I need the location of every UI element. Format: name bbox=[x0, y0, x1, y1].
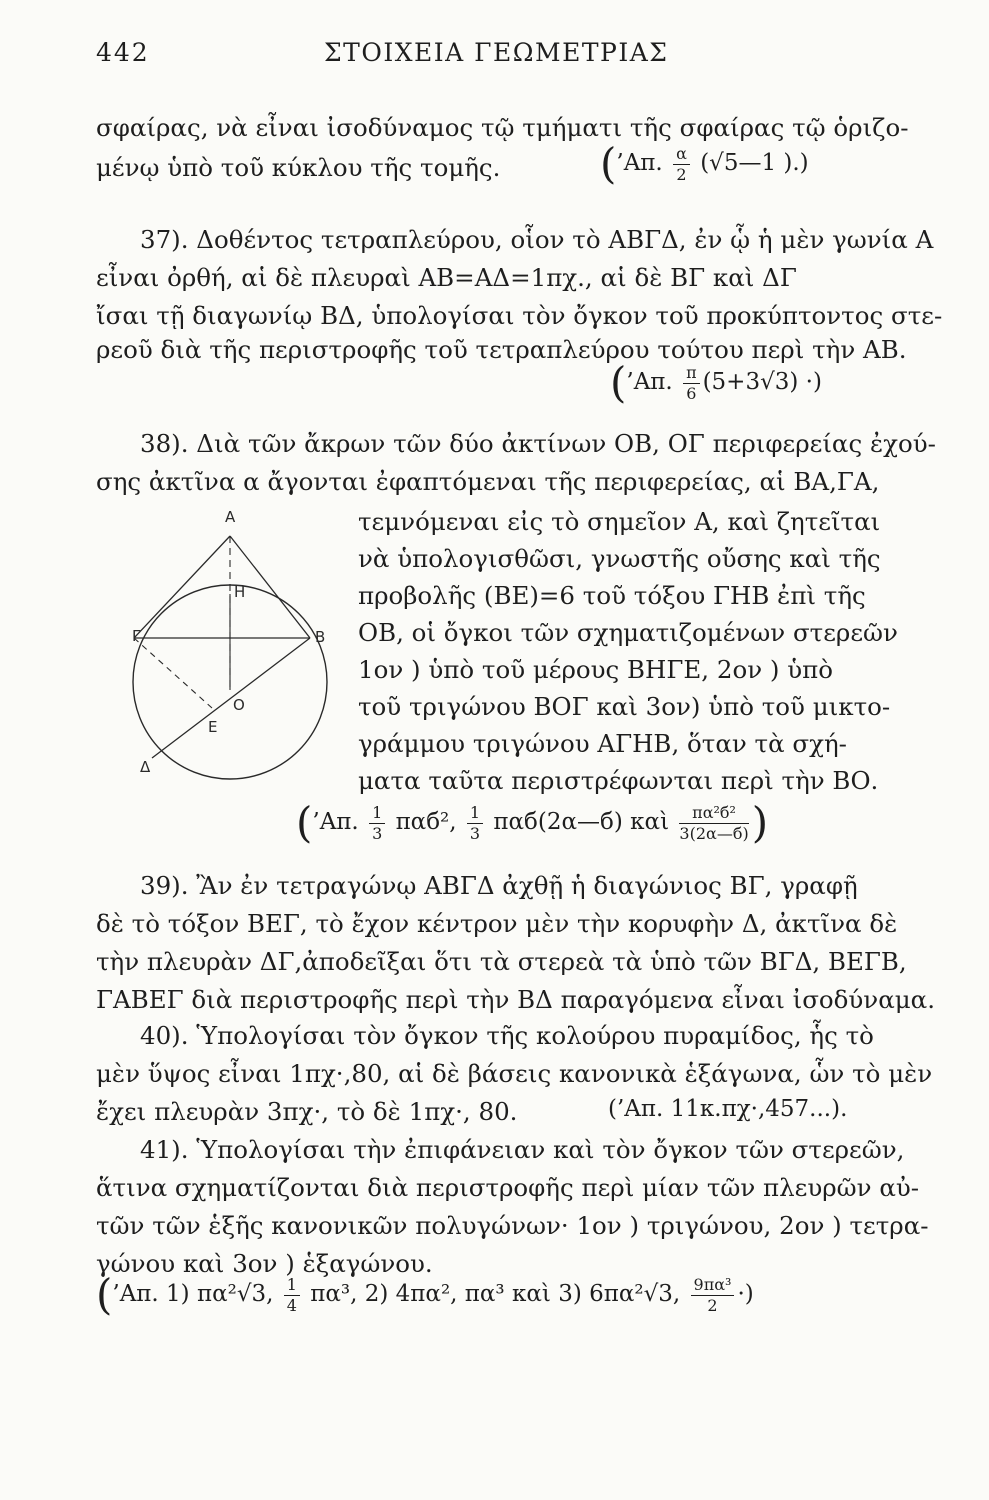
fraction-denominator: 3 bbox=[469, 823, 481, 843]
fraction-numerator: 1 bbox=[467, 805, 483, 824]
fraction-denominator: 2 bbox=[676, 164, 687, 184]
line-ge bbox=[134, 638, 212, 708]
fraction-denominator: 3 bbox=[372, 823, 383, 843]
p39-line-2: δὲ τὸ τόξον ΒΕΓ, τὸ ἔχον κέντρον μὲν τὴν κορυφὴν Δ, ἀκτῖνα δὲ bbox=[96, 909, 898, 938]
p38-line-8: τοῦ τριγώνου ΒΟΓ καὶ 3ον) ὑπὸ τοῦ μικτο- bbox=[358, 692, 891, 721]
fraction-1 bbox=[284, 1274, 300, 1315]
fraction-denominator: 2 bbox=[707, 1295, 718, 1315]
p41-line-4: γώνου καὶ 3ον ) ἑξαγώνου. bbox=[96, 1249, 433, 1278]
p36-answer: (’Απ. $\frac{\alpha}{2}$ (√5—1 ).) bbox=[600, 139, 809, 188]
p38-line-3: τεμνόμεναι εἰς τὸ σημεῖον Α, καὶ ζητεῖται bbox=[358, 507, 881, 536]
p38-line-4: νὰ ὑπολογισθῶσι, γνωστῆς οὔσης καὶ τῆς bbox=[358, 544, 881, 573]
p40-line-1: 40). Ὑπολογίσαι τὸν ὄγκον τῆς κολούρου πυραμίδος, ἧς τὸ bbox=[140, 1021, 874, 1050]
p37-answer: (’Απ. $\frac{\pi}{6}$ (5+3√3) ·) bbox=[610, 358, 822, 407]
p38-line-5: προβολῆς (ΒΕ)=6 τοῦ τόξου ΓΗΒ ἐπὶ τῆς bbox=[358, 581, 866, 610]
fraction-numerator: α bbox=[673, 146, 690, 165]
page-header bbox=[96, 38, 886, 78]
fraction bbox=[673, 143, 690, 184]
fraction-denominator: 4 bbox=[286, 1295, 297, 1315]
p37-line-2: εἶναι ὀρθή, αἱ δὲ πλευραὶ ΑΒ=ΑΔ=1πχ., αἱ δὲ ΒΓ καὶ ΔΓ bbox=[96, 263, 797, 292]
circle-tangent-diagram bbox=[112, 508, 352, 798]
label-h: H bbox=[234, 583, 246, 601]
fraction-denominator: 3(2α—б) bbox=[679, 823, 749, 843]
label-d: Δ bbox=[140, 758, 151, 776]
p41-answer: (’Απ. 1) πα²√3, $\frac{1}{4}$ πα³, 2) 4πα², πα³ καὶ 3) 6πα²√3, $\frac{\text{9πα³}}{2}$ ·) bbox=[96, 1270, 754, 1319]
fraction-numerator: 1 bbox=[369, 805, 385, 824]
p38-answer: (’Απ. $\frac{1}{3}$ παб², $\frac{1}{3}$ παб(2α—б) καὶ $\frac{\text{πα²б²}}{3(2\alpha—б)}$ ) bbox=[296, 798, 769, 847]
p36-line-2: μένῳ ὑπὸ τοῦ κύκλου τῆς τομῆς. bbox=[96, 153, 501, 182]
p40-line-3: ἔχει πλευρὰν 3πχ·, τὸ δὲ 1πχ·, 80. bbox=[96, 1097, 518, 1126]
answer-prefix: ’Απ. 1) πα²√3, bbox=[112, 1281, 274, 1307]
p40-line-2: μὲν ὕψος εἶναι 1πχ·,80, αἱ δὲ βάσεις κανονικὰ ἑξάγωνα, ὧν τὸ μὲν bbox=[96, 1059, 933, 1088]
p36-line-1: σφαίρας, νὰ εἶναι ἰσοδύναμος τῷ τμήματι τῆς σφαίρας τῷ ὁριζο- bbox=[96, 113, 909, 142]
p39-line-4: ΓΑΒΕΓ διὰ περιστροφῆς περὶ τὴν ΒΔ παραγόμενα εἶναι ἰσοδύναμα. bbox=[96, 985, 936, 1014]
fraction-1 bbox=[369, 802, 385, 843]
p41-line-1: 41). Ὑπολογίσαι τὴν ἐπιφάνειαν καὶ τὸν ὄγκον τῶν στερεῶν, bbox=[140, 1135, 905, 1164]
p39-line-1: 39). Ἂν ἐν τετραγώνῳ ΑΒΓΔ ἀχθῇ ἡ διαγώνιος ΒΓ, γραφῇ bbox=[140, 871, 858, 900]
answer-prefix: ’Απ. bbox=[616, 150, 663, 176]
diameter-bd bbox=[152, 638, 310, 758]
answer-rest: (5+3√3) ·) bbox=[702, 369, 822, 395]
fraction-numerator: πα²б² bbox=[679, 805, 748, 824]
p37-line-3: ἴσαι τῇ διαγωνίῳ ΒΔ, ὑπολογίσαι τὸν ὄγκον τοῦ προκύπτοντος στε- bbox=[96, 301, 943, 330]
answer-rest: (√5—1 ).) bbox=[700, 150, 809, 176]
answer-term-1: παб², bbox=[395, 809, 464, 835]
fraction-2 bbox=[691, 1274, 735, 1315]
label-g: Γ bbox=[132, 627, 141, 645]
answer-prefix: ’Απ. bbox=[626, 369, 673, 395]
p41-line-2: ἅτινα σχηματίζονται διὰ περιστροφῆς περὶ μίαν τῶν πλευρῶν αὐ- bbox=[96, 1173, 920, 1202]
p40-answer: (’Απ. 11κ.πχ·,457...). bbox=[608, 1096, 848, 1122]
p38-line-6: ΟΒ, οἱ ὄγκοι τῶν σχηματιζομένων στερεῶν bbox=[358, 618, 898, 647]
p38-line-2: σης ἀκτῖνα α ἄγονται ἐφαπτόμεναι τῆς περιφερείας, αἱ ΒΑ,ΓΑ, bbox=[96, 467, 880, 496]
running-title: ΣΤΟΙΧΕΙΑ ΓΕΩΜΕΤΡΙΑΣ bbox=[324, 38, 669, 67]
fraction bbox=[683, 362, 700, 403]
fraction-numerator: π bbox=[683, 365, 700, 384]
geometry-figure bbox=[112, 508, 352, 798]
p39-line-3: τὴν πλευρὰν ΔΓ,ἀποδεῖξαι ὅτι τὰ στερεὰ τὰ ὑπὸ τῶν ΒΓΔ, ΒΕΓΒ, bbox=[96, 947, 907, 976]
fraction-numerator: 1 bbox=[284, 1277, 300, 1296]
answer-term: πα³, 2) 4πα², πα³ καὶ 3) 6πα²√3, bbox=[310, 1281, 681, 1307]
tangent-line-ag bbox=[134, 536, 230, 638]
answer-prefix: ’Απ. bbox=[312, 809, 359, 835]
answer-term-2: παб(2α—б) καὶ bbox=[493, 809, 670, 835]
p38-line-1: 38). Διὰ τῶν ἄκρων τῶν δύο ἀκτίνων ΟΒ, ΟΓ περιφερείας ἐχού- bbox=[140, 429, 936, 458]
p37-line-1: 37). Δοθέντος τετραπλεύρου, οἷον τὸ ΑΒΓΔ, ἐν ᾧ ἡ μὲν γωνία Α bbox=[140, 225, 934, 254]
label-b: B bbox=[315, 628, 326, 646]
fraction-2 bbox=[467, 802, 483, 843]
label-o: O bbox=[233, 696, 245, 714]
fraction-3 bbox=[679, 802, 749, 843]
p38-line-10: ματα ταῦτα περιστρέφωνται περὶ τὴν ΒΟ. bbox=[358, 766, 879, 795]
label-a: A bbox=[225, 508, 236, 526]
p37-line-4: ρεοῦ διὰ τῆς περιστροφῆς τοῦ τετραπλεύρου τούτου περὶ τὴν ΑΒ. bbox=[96, 335, 907, 364]
answer-end: ·) bbox=[737, 1281, 754, 1307]
fraction-numerator: 9πα³ bbox=[691, 1277, 735, 1296]
page-number: 442 bbox=[96, 38, 150, 67]
p41-line-3: τῶν τῶν ἑξῆς κανονικῶν πολυγώνων· 1ον ) τριγώνου, 2ον ) τετρα- bbox=[96, 1211, 929, 1240]
p38-line-9: γράμμου τριγώνου ΑΓΗΒ, ὅταν τὰ σχή- bbox=[358, 729, 847, 758]
label-e: E bbox=[208, 718, 218, 736]
fraction-denominator: 6 bbox=[686, 383, 697, 403]
p38-line-7: 1ον ) ὑπὸ τοῦ μέρους ΒΗΓΕ, 2ον ) ὑπὸ bbox=[358, 655, 833, 684]
